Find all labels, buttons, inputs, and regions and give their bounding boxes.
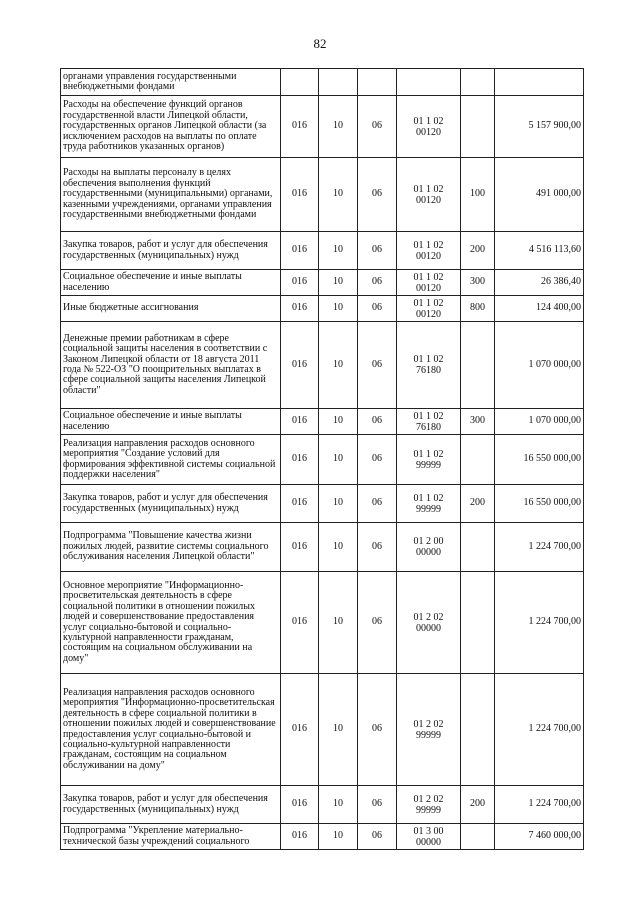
subsection-cell: 06 xyxy=(358,232,397,270)
target-article-text: 01 1 02 00120 xyxy=(413,183,444,206)
ministry-code-cell: 016 xyxy=(281,409,319,435)
ministry-code-cell xyxy=(281,69,319,96)
target-article-text: 01 1 02 00120 xyxy=(413,297,444,320)
expense-name-cell: Денежные премии работникам в сфере социальной защиты населения в соответствии с Законом Липецкой области от 18 августа 2011 года № 522-ОЗ "О поощрительных выплатах в сфере социальной защиты населения Липецкой области" xyxy=(61,322,281,409)
section-cell: 10 xyxy=(319,485,358,523)
amount-cell: 124 400,00 xyxy=(495,296,584,322)
target-article-cell xyxy=(397,232,461,270)
subsection-cell: 06 xyxy=(358,485,397,523)
expense-type-cell xyxy=(461,523,495,572)
section-cell: 10 xyxy=(319,296,358,322)
subsection-cell: 06 xyxy=(358,322,397,409)
amount-cell: 26 386,40 xyxy=(495,270,584,296)
subsection-cell: 06 xyxy=(358,674,397,786)
table-row xyxy=(61,824,584,850)
ministry-code-cell: 016 xyxy=(281,824,319,850)
ministry-code-cell: 016 xyxy=(281,322,319,409)
subsection-cell: 06 xyxy=(358,96,397,158)
expense-type-cell: 200 xyxy=(461,232,495,270)
table-row xyxy=(61,523,584,572)
expense-type-cell: 200 xyxy=(461,485,495,523)
amount-cell: 16 550 000,00 xyxy=(495,485,584,523)
expense-type-cell: 200 xyxy=(461,786,495,824)
amount-cell: 491 000,00 xyxy=(495,158,584,232)
subsection-cell: 06 xyxy=(358,435,397,485)
target-article-text: 01 2 02 99999 xyxy=(413,718,444,741)
ministry-code-cell: 016 xyxy=(281,158,319,232)
ministry-code-cell: 016 xyxy=(281,270,319,296)
section-cell: 10 xyxy=(319,322,358,409)
expense-name-cell: Расходы на обеспечение функций органов государственной власти Липецкой области, государственных органов Липецкой области (за исключением расходов на выплаты по оплате труда работников указанных органов) xyxy=(61,96,281,158)
expense-type-cell xyxy=(461,824,495,850)
section-cell: 10 xyxy=(319,158,358,232)
section-cell: 10 xyxy=(319,409,358,435)
subsection-cell: 06 xyxy=(358,158,397,232)
table-row xyxy=(61,674,584,786)
expense-name-cell: Основное мероприятие "Информационно-просветительская деятельность в сфере социальной политики в отношении пожилых людей и совершенствование предоставления услуг социально-бытовой и социально-культурной направленности гражданам, состоящим на социальном обслуживании на дому" xyxy=(61,572,281,674)
ministry-code-cell: 016 xyxy=(281,786,319,824)
table-row xyxy=(61,270,584,296)
target-article-text: 01 1 02 00120 xyxy=(413,239,444,262)
expense-name-cell: Иные бюджетные ассигнования xyxy=(61,296,281,322)
target-article-cell xyxy=(397,435,461,485)
target-article-text: 01 1 02 00120 xyxy=(413,115,444,138)
section-cell: 10 xyxy=(319,824,358,850)
expense-type-cell: 300 xyxy=(461,409,495,435)
ministry-code-cell: 016 xyxy=(281,96,319,158)
target-article-text: 01 1 02 99999 xyxy=(413,492,444,515)
expense-name-cell: Закупка товаров, работ и услуг для обеспечения государственных (муниципальных) нужд xyxy=(61,786,281,824)
target-article-text: 01 1 02 99999 xyxy=(413,448,444,471)
target-article-cell xyxy=(397,409,461,435)
amount-cell: 4 516 113,60 xyxy=(495,232,584,270)
ministry-code-cell: 016 xyxy=(281,296,319,322)
ministry-code-cell: 016 xyxy=(281,572,319,674)
target-article-cell xyxy=(397,523,461,572)
table-row xyxy=(61,158,584,232)
amount-cell: 1 070 000,00 xyxy=(495,409,584,435)
expense-type-cell: 300 xyxy=(461,270,495,296)
expense-type-cell xyxy=(461,435,495,485)
section-cell xyxy=(319,69,358,96)
target-article-text: 01 2 02 00000 xyxy=(413,611,444,634)
amount-cell: 5 157 900,00 xyxy=(495,96,584,158)
page-number: 82 xyxy=(313,36,327,51)
expense-type-cell: 800 xyxy=(461,296,495,322)
expense-type-cell xyxy=(461,572,495,674)
target-article-text: 01 1 02 00120 xyxy=(413,271,444,294)
expense-name-cell: Реализация направления расходов основного мероприятия "Информационно-просветительская деятельность в сфере социальной политики в отношении пожилых людей и совершенствование предоставления услуг социально-бытовой и социально-культурной направленности гражданам, состоящим на социальном обслуживании на дому" xyxy=(61,674,281,786)
target-article-cell xyxy=(397,270,461,296)
table-row xyxy=(61,409,584,435)
section-cell: 10 xyxy=(319,523,358,572)
table-row xyxy=(61,786,584,824)
target-article-text: 01 1 02 76180 xyxy=(413,354,444,376)
expense-name-cell: Расходы на выплаты персоналу в целях обеспечения выполнения функций государственными (муниципальными) органами, казенными учреждениями, органами управления государственными внебюджетными фондами xyxy=(61,158,281,232)
table-row xyxy=(61,485,584,523)
table-row xyxy=(61,322,584,409)
ministry-code-cell: 016 xyxy=(281,485,319,523)
target-article-cell xyxy=(397,572,461,674)
expense-name-cell: Реализация направления расходов основного мероприятия "Создание условий для формирования эффективной системы социальной поддержки населения" xyxy=(61,435,281,485)
expense-name-cell: Закупка товаров, работ и услуг для обеспечения государственных (муниципальных) нужд xyxy=(61,232,281,270)
table-body xyxy=(61,69,584,850)
amount-cell: 7 460 000,00 xyxy=(495,824,584,850)
target-article-text: 01 2 00 00000 xyxy=(413,536,444,558)
expense-type-cell xyxy=(461,69,495,96)
section-cell: 10 xyxy=(319,435,358,485)
expense-type-cell xyxy=(461,96,495,158)
subsection-cell: 06 xyxy=(358,296,397,322)
amount-cell: 1 224 700,00 xyxy=(495,572,584,674)
table-row xyxy=(61,435,584,485)
target-article-cell xyxy=(397,69,461,96)
amount-cell xyxy=(495,69,584,96)
amount-cell: 1 070 000,00 xyxy=(495,322,584,409)
subsection-cell: 06 xyxy=(358,572,397,674)
target-article-cell xyxy=(397,96,461,158)
amount-cell: 1 224 700,00 xyxy=(495,786,584,824)
table-row xyxy=(61,296,584,322)
target-article-cell xyxy=(397,485,461,523)
expense-name-cell: органами управления государственными внебюджетными фондами xyxy=(61,69,281,96)
table-row xyxy=(61,69,584,96)
amount-cell: 16 550 000,00 xyxy=(495,435,584,485)
expense-name-cell: Социальное обеспечение и иные выплаты населению xyxy=(61,409,281,435)
target-article-text: 01 3 00 00000 xyxy=(413,825,444,848)
subsection-cell: 06 xyxy=(358,523,397,572)
expense-name-cell: Социальное обеспечение и иные выплаты населению xyxy=(61,270,281,296)
section-cell: 10 xyxy=(319,96,358,158)
ministry-code-cell: 016 xyxy=(281,232,319,270)
ministry-code-cell: 016 xyxy=(281,435,319,485)
section-cell: 10 xyxy=(319,674,358,786)
target-article-cell xyxy=(397,786,461,824)
subsection-cell: 06 xyxy=(358,409,397,435)
target-article-text: 01 1 02 76180 xyxy=(413,410,444,433)
subsection-cell: 06 xyxy=(358,786,397,824)
table-row xyxy=(61,96,584,158)
expense-type-cell xyxy=(461,674,495,786)
subsection-cell: 06 xyxy=(358,270,397,296)
amount-cell: 1 224 700,00 xyxy=(495,674,584,786)
expense-type-cell: 100 xyxy=(461,158,495,232)
expense-type-cell xyxy=(461,322,495,409)
expense-name-cell: Подпрограмма "Укрепление материально-технической базы учреждений социального xyxy=(61,824,281,850)
section-cell: 10 xyxy=(319,786,358,824)
section-cell: 10 xyxy=(319,270,358,296)
table-row xyxy=(61,232,584,270)
target-article-cell xyxy=(397,674,461,786)
expense-name-cell: Подпрограмма "Повышение качества жизни пожилых людей, развитие системы социального обслуживания населения Липецкой области" xyxy=(61,523,281,572)
subsection-cell xyxy=(358,69,397,96)
table-row xyxy=(61,572,584,674)
target-article-cell xyxy=(397,322,461,409)
subsection-cell: 06 xyxy=(358,824,397,850)
target-article-cell xyxy=(397,824,461,850)
ministry-code-cell: 016 xyxy=(281,523,319,572)
target-article-cell xyxy=(397,296,461,322)
target-article-text: 01 2 02 99999 xyxy=(413,793,444,816)
ministry-code-cell: 016 xyxy=(281,674,319,786)
expense-name-cell: Закупка товаров, работ и услуг для обеспечения государственных (муниципальных) нужд xyxy=(61,485,281,523)
amount-cell: 1 224 700,00 xyxy=(495,523,584,572)
section-cell: 10 xyxy=(319,232,358,270)
budget-table xyxy=(60,68,584,850)
target-article-cell xyxy=(397,158,461,232)
section-cell: 10 xyxy=(319,572,358,674)
